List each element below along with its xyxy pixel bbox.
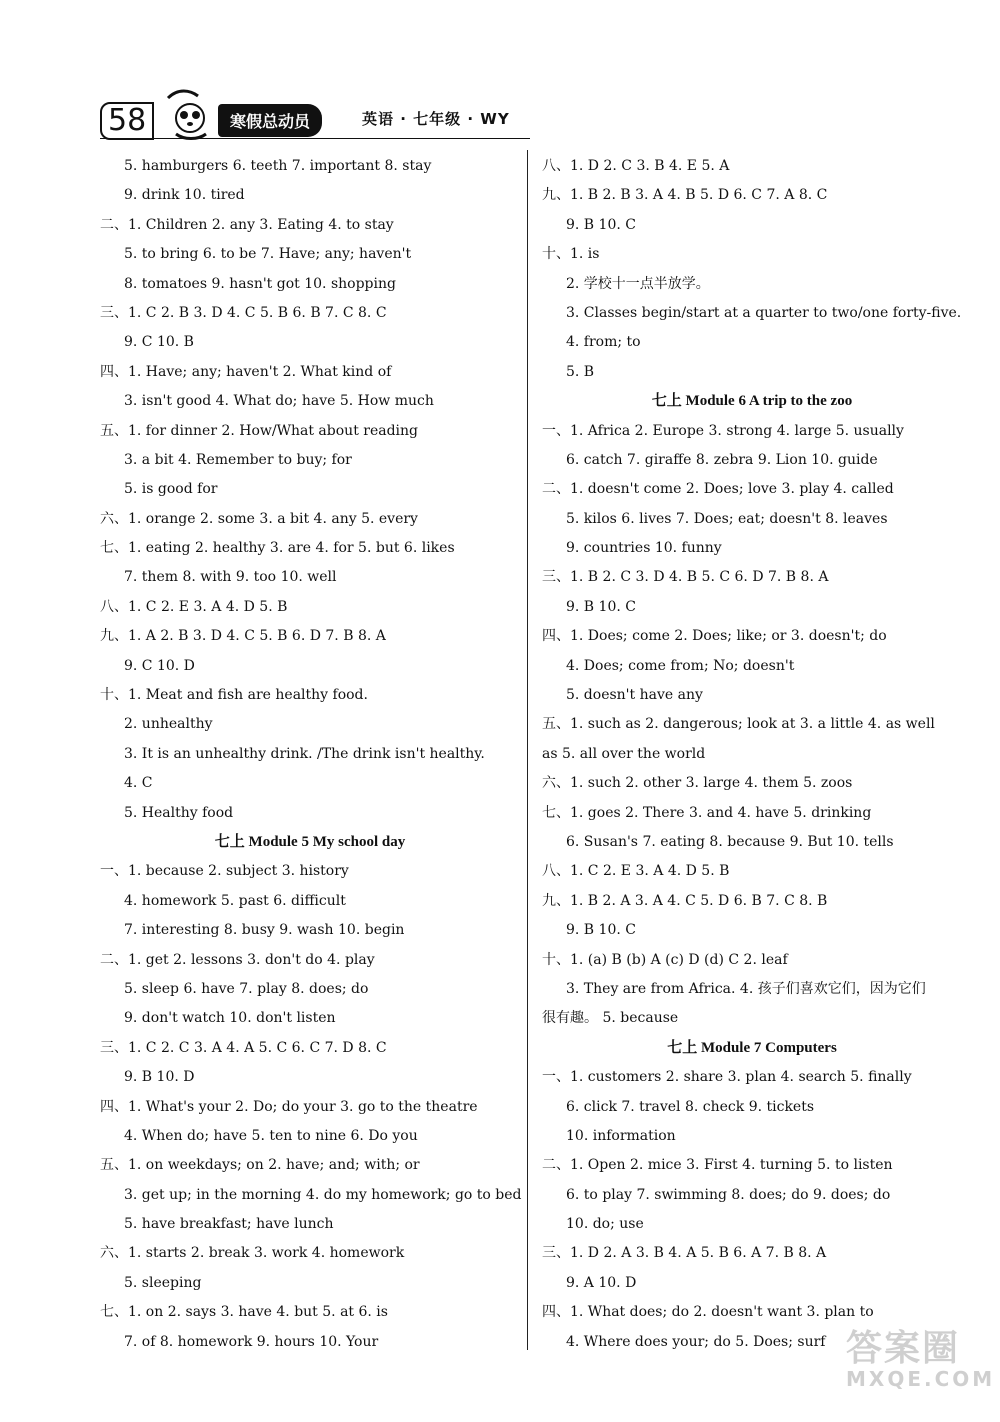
module-heading: 七上 Module 5 My school day [214,833,406,850]
answer-line: 六、1. orange 2. some 3. a bit 4. any 5. every [100,510,418,527]
module-heading: 七上 Module 6 A trip to the zoo [651,393,853,410]
left-column [100,152,520,1357]
answer-line: 五、1. for dinner 2. How/What about reading [100,422,419,439]
answer-line: 9. A 10. D [566,1274,637,1291]
answer-line: 九、1. A 2. B 3. D 4. C 5. B 6. D 7. B 8. A [100,628,386,645]
answer-line: 一、1. Africa 2. Europe 3. strong 4. large 5. usually [542,422,904,439]
answer-line: 9. B 10. C [566,922,636,939]
column-divider [527,150,528,1350]
subject-label: 英语 · 七年级 · WY [362,110,510,128]
answer-line: 九、1. B 2. B 3. A 4. B 5. D 6. C 7. A 8. C [542,187,828,204]
answer-line: 三、1. C 2. C 3. A 4. A 5. C 6. C 7. D 8. C [100,1039,387,1056]
answer-line: 五、1. on weekdays; on 2. have; and; with; or [100,1157,420,1174]
answer-line: 5. Healthy food [124,804,234,821]
answer-line: 七、1. on 2. says 3. have 4. but 5. at 6. is [100,1304,388,1321]
answer-line: 七、1. eating 2. healthy 3. are 4. for 5. but 6. likes [100,540,455,557]
answer-line: 3. Classes begin/start at a quarter to two/one forty-five. [566,304,962,321]
answer-line: 5. sleeping [124,1274,202,1291]
answer-line: as 5. all over the world [542,745,706,762]
answer-line: 2. unhealthy [124,716,213,733]
answer-line: 六、1. such 2. other 3. large 4. them 5. zoos [542,775,853,792]
answer-line: 4. Does; come from; No; doesn't [566,657,795,674]
answer-line: 4. When do; have 5. ten to nine 6. Do you [124,1127,418,1144]
answer-line: 2. 学校十一点半放学。 [566,275,710,292]
answer-line: 三、1. B 2. C 3. D 4. B 5. C 6. D 7. B 8. A [542,569,829,586]
answer-line: 9. C 10. D [124,657,195,674]
answer-line: 6. to play 7. swimming 8. does; do 9. does; do [566,1186,891,1203]
answer-line: 二、1. get 2. lessons 3. don't do 4. play [100,951,375,968]
answer-line: 七、1. goes 2. There 3. and 4. have 5. drinking [542,804,872,821]
answer-line: 四、1. What's your 2. Do; do your 3. go to the theatre [100,1098,478,1115]
right-column [542,152,962,1357]
answer-line: 十、1. Meat and fish are healthy food. [100,687,368,704]
answer-line: 9. countries 10. funny [566,540,722,557]
answer-line: 5. sleep 6. have 7. play 8. does; do [124,980,369,997]
answer-line: 3. They are from Africa. 4. 孩子们喜欢它们，因为它们 [566,980,926,997]
answer-line: 6. click 7. travel 8. check 9. tickets [566,1098,815,1115]
answer-line: 3. get up; in the morning 4. do my homework; go to bed [124,1186,522,1203]
answer-line: 9. drink 10. tired [124,187,245,204]
answer-line: 10. do; use [566,1216,644,1233]
answer-line: 四、1. Does; come 2. Does; like; or 3. doesn't; do [542,628,887,645]
page-header [100,84,520,144]
answer-line: 9. don't watch 10. don't listen [124,1010,336,1027]
answer-line: 5. doesn't have any [566,687,703,704]
page-number: 58 [100,102,154,140]
answer-line: 4. Where does your; do 5. Does; surf [566,1333,826,1350]
answer-line: 9. B 10. C [566,216,636,233]
answer-line: 3. It is an unhealthy drink. /The drink isn't healthy. [124,745,485,762]
answer-line: 五、1. such as 2. dangerous; look at 3. a little 4. as well [542,716,935,733]
answer-line: 5. to bring 6. to be 7. Have; any; haven't [124,246,412,263]
answer-line: 4. homework 5. past 6. difficult [124,892,346,909]
series-title: 寒假总动员 [218,104,322,137]
answer-line: 二、1. Children 2. any 3. Eating 4. to stay [100,216,394,233]
answer-line: 7. them 8. with 9. too 10. well [124,569,337,586]
watermark-logo-text: 答案圈 [846,1328,961,1369]
answer-line: 10. information [566,1127,676,1144]
answer-line: 三、1. D 2. A 3. B 4. A 5. B 6. A 7. B 8. A [542,1245,827,1262]
answer-line: 3. a bit 4. Remember to buy; for [124,451,352,468]
answer-line: 5. have breakfast; have lunch [124,1216,334,1233]
answer-line: 5. kilos 6. lives 7. Does; eat; doesn't 8. leaves [566,510,888,527]
answer-line: 九、1. B 2. A 3. A 4. C 5. D 6. B 7. C 8. B [542,892,828,909]
answer-line: 7. of 8. homework 9. hours 10. Your [124,1333,379,1350]
answer-line: 六、1. starts 2. break 3. work 4. homework [100,1245,405,1262]
answer-line: 6. Susan's 7. eating 8. because 9. But 10. tells [566,833,894,850]
panda-mascot-icon [160,84,220,144]
answer-line: 5. B [566,363,595,380]
answer-line: 三、1. C 2. B 3. D 4. C 5. B 6. B 7. C 8. C [100,304,387,321]
answer-line: 7. interesting 8. busy 9. wash 10. begin [124,922,405,939]
answer-line: 八、1. C 2. E 3. A 4. D 5. B [542,863,730,880]
answer-line: 二、1. Open 2. mice 3. First 4. turning 5. to listen [542,1157,893,1174]
answer-line: 9. B 10. C [566,598,636,615]
answer-line: 4. from; to [566,334,641,351]
watermark [846,1320,996,1400]
answer-line: 5. is good for [124,481,218,498]
answer-line: 3. isn't good 4. What do; have 5. How much [124,393,434,410]
answer-line: 9. B 10. D [124,1069,195,1086]
answer-line: 6. catch 7. giraffe 8. zebra 9. Lion 10. guide [566,451,878,468]
answer-line: 一、1. customers 2. share 3. plan 4. search 5. finally [542,1069,912,1086]
answer-line: 八、1. C 2. E 3. A 4. D 5. B [100,598,288,615]
watermark-url: MXQE.COM [846,1367,996,1391]
answer-line: 二、1. doesn't come 2. Does; love 3. play 4. called [542,481,894,498]
answer-line: 四、1. Have; any; haven't 2. What kind of [100,363,392,380]
answer-line: 一、1. because 2. subject 3. history [100,863,349,880]
header-rule [100,138,530,139]
module-heading: 七上 Module 7 Computers [667,1039,837,1056]
answer-line: 很有趣。 5. because [542,1010,679,1027]
answer-line: 八、1. D 2. C 3. B 4. E 5. A [542,158,730,174]
answer-line: 四、1. What does; do 2. doesn't want 3. plan to [542,1304,874,1321]
answer-line: 5. hamburgers 6. teeth 7. important 8. stay [124,158,432,174]
answer-line: 十、1. is [542,246,600,263]
answer-line: 十、1. (a) B (b) A (c) D (d) C 2. leaf [542,951,788,968]
answer-line: 4. C [124,775,153,792]
answer-line: 8. tomatoes 9. hasn't got 10. shopping [124,275,396,292]
answer-line: 9. C 10. B [124,334,194,351]
